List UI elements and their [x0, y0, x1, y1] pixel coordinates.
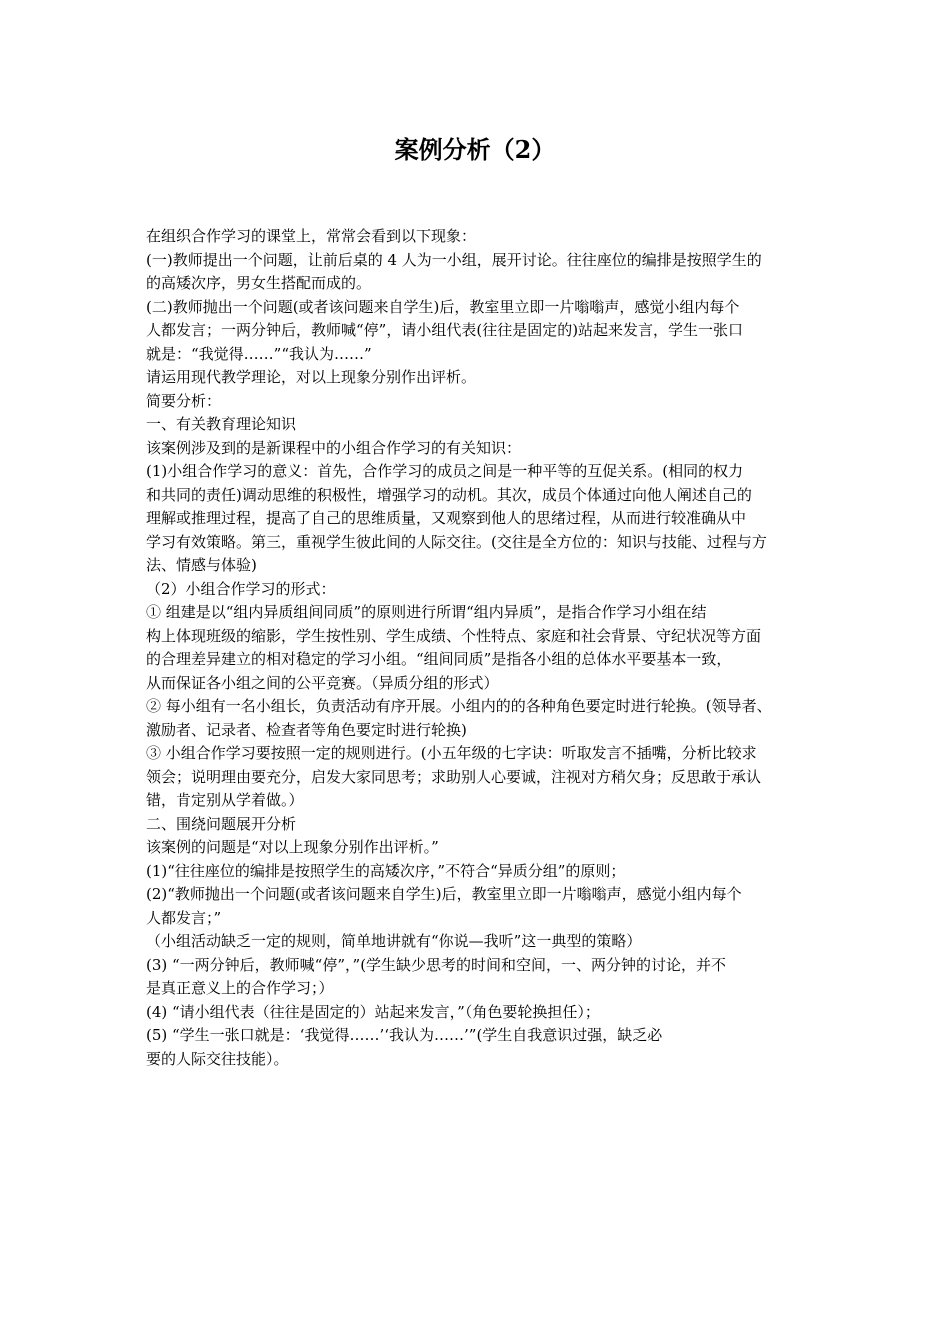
text-line: (1)小组合作学习的意义：首先，合作学习的成员之间是一种平等的互促关系。(相同的权力	[146, 462, 744, 480]
text-line: 领会；说明理由要充分，启发大家同思考；求助别人心要诚，注视对方稍欠身；反思敢于承认	[146, 767, 762, 786]
text-line: 人都发言；一两分钟后，教师喊“停”，请小组代表(往往是固定的)站起来发言，学生一张口	[146, 321, 744, 339]
text-line: 法、情感与体验)	[146, 556, 257, 574]
text-line: 二、围绕问题展开分析	[146, 814, 297, 833]
text-line: 和共同的责任)调动思维的积极性，增强学习的动机。其次，成员个体通过向他人阐述自己的	[146, 485, 752, 504]
text-line: 该案例的问题是“对以上现象分别作出评析。”	[146, 838, 439, 856]
text-line: （2）小组合作学习的形式：	[146, 579, 336, 598]
text-line: 的合理差异建立的相对稳定的学习小组。“组间同质”是指各小组的总体水平要基本一致，	[146, 650, 732, 668]
text-line: ① 组建是以“组内异质组间同质”的原则进行所谓“组内异质”，是指合作学习小组在结	[146, 603, 707, 621]
text-line: 人都发言；”	[146, 908, 222, 927]
document-body	[146, 225, 818, 1071]
text-line: 就是：“我觉得‥‥‥”“我认为‥‥‥”	[146, 344, 372, 363]
text-line: (2)“教师抛出一个问题(或者该问题来自学生)后，教室里立即一片嗡嗡声，感觉小组内每个	[146, 885, 742, 903]
text-line: 一、有关教育理论知识	[146, 415, 297, 433]
text-line: 从而保证各小组之间的公平竞赛。（异质分组的形式）	[146, 673, 499, 692]
text-line: (4) “请小组代表（往往是固定的）站起来发言，”（角色要轮换担任）；	[146, 1002, 600, 1021]
text-line: 激励者、记录者、检查者等角色要定时进行轮换)	[146, 720, 467, 739]
text-line: 的高矮次序，男女生搭配而成的。	[146, 274, 372, 292]
text-line: 构上体现班级的缩影，学生按性别、学生成绩、个性特点、家庭和社会背景、守纪状况等方面	[146, 626, 762, 645]
text-line: 请运用现代教学理论，对以上现象分别作出评析。	[146, 368, 477, 386]
text-line: 是真正意义上的合作学习；）	[146, 979, 334, 997]
text-line: 理解或推理过程，提高了自己的思维质量，又观察到他人的思绪过程，从而进行较准确从中	[146, 509, 747, 527]
text-line: 简要分析：	[146, 391, 222, 410]
text-line: （小组活动缺乏一定的规则，简单地讲就有“你说—我听”这一典型的策略）	[146, 932, 642, 950]
page-title: 案例分析（2）	[394, 135, 556, 164]
text-line: 在组织合作学习的课堂上，常常会看到以下现象：	[146, 227, 477, 245]
text-line: 错，肯定别从学着做。）	[146, 791, 304, 809]
text-line: (5) “学生一张口就是：‘我觉得‥‥‥’‘我认为‥‥‥’”(学生自我意识过强，缺乏必	[146, 1026, 663, 1044]
text-line: (一)教师提出一个问题，让前后桌的 4 人为一小组，展开讨论。往往座位的编排是按照学生的	[146, 250, 762, 269]
text-line: (3) “一两分钟后，教师喊“停”，”(学生缺少思考的时间和空间，一、两分钟的讨论，并不	[146, 955, 727, 974]
text-line: 要的人际交往技能）。	[146, 1049, 289, 1068]
text-line: ② 每小组有一名小组长，负责活动有序开展。小组内的的各种角色要定时进行轮换。(领导者、	[146, 697, 772, 715]
text-line: ③ 小组合作学习要按照一定的规则进行。(小五年级的七字诀：听取发言不插嘴，分析比较求	[146, 744, 757, 762]
text-line: 该案例涉及到的是新课程中的小组合作学习的有关知识：	[146, 438, 522, 457]
text-line: (二)教师抛出一个问题(或者该问题来自学生)后，教室里立即一片嗡嗡声，感觉小组内每个	[146, 297, 740, 316]
text-line: (1)“往往座位的编排是按照学生的高矮次序，”不符合“异质分组”的原则；	[146, 861, 626, 880]
text-line: 学习有效策略。第三，重视学生彼此间的人际交往。(交往是全方位的：知识与技能、过程与方	[146, 532, 767, 551]
